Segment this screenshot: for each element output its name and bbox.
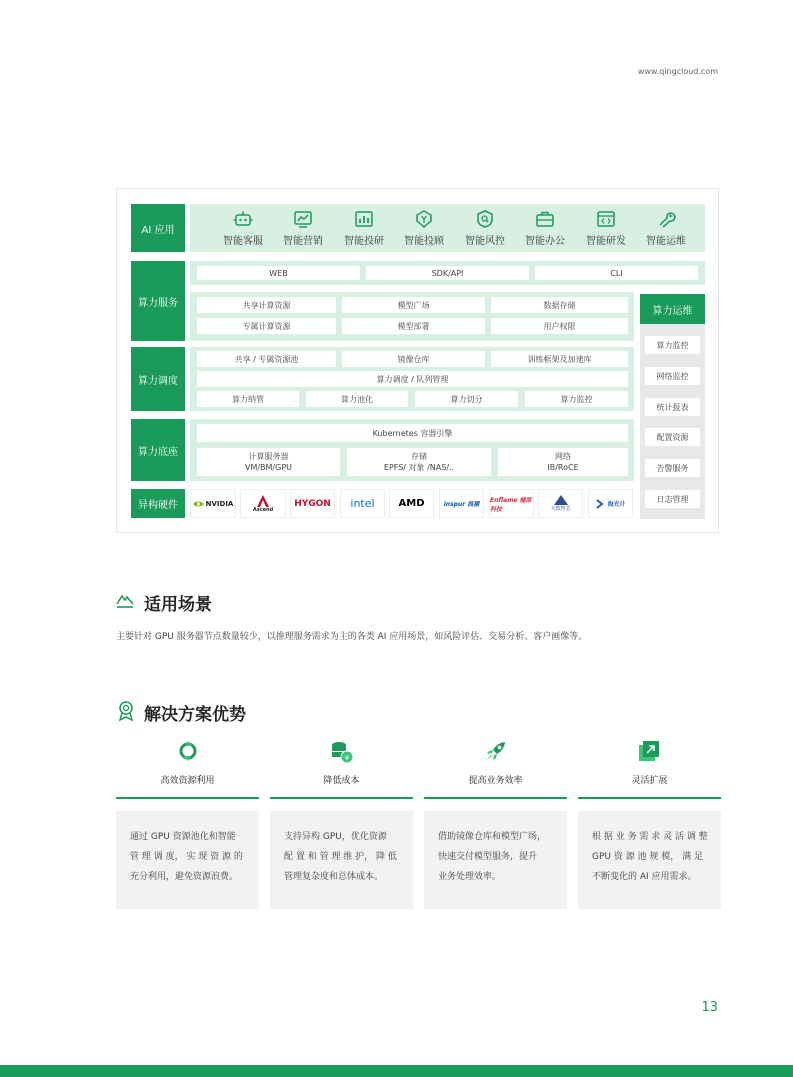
page-number: 13: [701, 1000, 718, 1015]
code-window-icon: [596, 210, 616, 228]
ops-item: 算力监控: [645, 336, 700, 354]
logo-iluvatar: [538, 489, 583, 518]
ai-app-customer-service: [213, 210, 273, 247]
base-network: [498, 448, 628, 476]
base-item-line1: 计算服务器: [248, 452, 289, 461]
label-compute-base: 算力底座: [131, 419, 185, 481]
card-title-resource-utilization: 高效资源利用: [160, 776, 215, 786]
rocket-icon: [485, 740, 507, 762]
interface-sdk-api: SDK/API: [366, 266, 529, 280]
logo-nvidia: [190, 489, 236, 518]
logo-text: 天数智芯: [550, 506, 571, 512]
svg-text:¥: ¥: [344, 754, 350, 762]
card-line: 管理复杂度和总体成本。: [284, 872, 384, 882]
ops-item: 告警服务: [645, 459, 700, 477]
footer-bar: [0, 1065, 793, 1077]
ops-item: 配置资源: [645, 428, 700, 446]
website-url[interactable]: www.qingcloud.com: [637, 67, 718, 76]
interface-cli: CLI: [535, 266, 698, 280]
schedule-module: 训练框架及加速库: [491, 351, 628, 367]
base-item-line2: IB/RoCE: [547, 463, 579, 472]
ascend-mark-icon: [256, 495, 270, 507]
trend-chart-icon: [293, 210, 313, 228]
base-storage: [347, 448, 491, 476]
ops-item: 网络监控: [645, 367, 700, 385]
label-ai-apps: AI 应用: [131, 204, 185, 252]
logo-amd: AMD: [389, 489, 434, 518]
service-module: 共享计算资源: [197, 297, 336, 313]
kubernetes-engine: Kubernetes 容器引擎: [197, 424, 628, 442]
cycle-icon: [177, 740, 199, 762]
expand-icon: [638, 740, 660, 762]
label-hardware: 异构硬件: [131, 489, 185, 518]
ai-app-label: 智能投顾: [404, 236, 444, 247]
schedule-module: 算力池化: [306, 391, 408, 407]
interface-web: WEB: [197, 266, 360, 280]
ai-app-label: 智能客服: [223, 236, 263, 247]
card-body: [116, 811, 259, 909]
wrench-icon: [656, 210, 676, 228]
card-line: 配 置 和 管 理 维 护， 降 低: [284, 852, 397, 862]
logo-text: 海光计: [607, 501, 626, 508]
iluvatar-mark-icon: [554, 495, 568, 505]
ai-app-investment-advisor: [394, 210, 454, 247]
coin-stack-icon: [330, 740, 354, 764]
card-line: 充分利用，避免资源浪费。: [130, 872, 239, 882]
card-line: 借助镜像仓库和模型广场，: [438, 832, 547, 842]
logo-enflame: Enflame 燧原科技: [489, 489, 534, 518]
schedule-module: 镜像仓库: [342, 351, 485, 367]
card-line: 快速交付模型服务，提升: [438, 852, 538, 862]
ai-app-label: 智能风控: [465, 236, 505, 247]
card-line: 支持异构 GPU，优化资源: [284, 832, 387, 842]
card-title-reduce-cost: 降低成本: [323, 776, 360, 786]
award-icon: [117, 701, 135, 721]
ai-app-rnd: [576, 210, 636, 247]
search-shield-icon: [475, 210, 495, 228]
base-item-line2: VM/BM/GPU: [244, 463, 293, 472]
card-divider: [116, 797, 259, 799]
mountain-icon: [116, 592, 134, 608]
logo-intel: intel: [340, 489, 385, 518]
ai-app-label: 智能运维: [646, 236, 686, 247]
scenario-title: 适用场景: [144, 595, 212, 615]
card-title-flexible-scaling: 灵活扩展: [631, 776, 668, 786]
base-item-line2: EPFS/ 对象 /NAS/..: [383, 463, 455, 472]
ai-app-risk-control: [455, 210, 515, 247]
chevron-mark-icon: [595, 499, 605, 509]
card-body: [578, 811, 721, 909]
logo-hygon-dcu: [588, 489, 633, 518]
ai-app-label: 智能研发: [586, 236, 626, 247]
ai-app-marketing: [273, 210, 333, 247]
ops-item: 日志管理: [645, 490, 700, 508]
ai-app-label: 智能办公: [525, 236, 565, 247]
card-line: 业务处理效率。: [438, 872, 502, 882]
ai-app-label: 智能投研: [344, 236, 384, 247]
yen-shield-icon: [414, 210, 434, 228]
logo-inspur: inspur 浪潮: [439, 489, 484, 518]
card-divider: [578, 797, 721, 799]
ai-app-investment-research: [334, 210, 394, 247]
logo-text: Ascend: [252, 506, 274, 513]
service-module: 模型部署: [342, 318, 485, 334]
base-item-line1: 网络: [555, 452, 571, 461]
schedule-module: 算力切分: [415, 391, 518, 407]
card-body: [270, 811, 413, 909]
label-compute-schedule: 算力调度: [131, 347, 185, 411]
card-body: [424, 811, 567, 909]
logo-ascend: [240, 489, 286, 518]
ops-title: 算力运维: [640, 294, 705, 324]
service-module: 专属计算资源: [197, 318, 336, 334]
service-module: 数据存储: [491, 297, 628, 313]
base-item-line1: 存储: [411, 452, 427, 461]
logo-hygon: HYGON: [290, 489, 335, 518]
ai-app-office: [515, 210, 575, 247]
service-module: 模型广场: [342, 297, 485, 313]
bar-chart-icon: [354, 210, 374, 228]
card-line: GPU 资 源 池 规 模， 满 足: [592, 852, 704, 862]
schedule-module: 算力纳管: [197, 391, 299, 407]
card-divider: [270, 797, 413, 799]
card-line: 不断变化的 AI 应用需求。: [592, 872, 697, 882]
ops-item: 统计报表: [645, 398, 700, 416]
ai-app-label: 智能营销: [283, 236, 323, 247]
briefcase-icon: [535, 210, 555, 228]
schedule-module: 算力监控: [525, 391, 628, 407]
nvidia-eye-icon: [193, 500, 204, 508]
card-line: 通过 GPU 资源池化和智能: [130, 832, 236, 842]
schedule-module: 共享 / 专属资源池: [197, 351, 336, 367]
service-module: 用户权限: [491, 318, 628, 334]
logo-text: NVIDIA: [205, 499, 234, 508]
card-title-business-efficiency: 提高业务效率: [468, 776, 523, 786]
card-divider: [424, 797, 567, 799]
scenario-description: 主要针对 GPU 服务器节点数量较少，以推理服务需求为主的各类 AI 应用场景，如风险评估、交易分析、客户画像等。: [116, 632, 588, 642]
card-line: 根 据 业 务 需 求 灵 活 调 整: [592, 832, 708, 842]
advantages-title: 解决方案优势: [144, 705, 246, 725]
label-compute-service: 算力服务: [131, 261, 185, 341]
card-line: 管 理 调 度， 实 现 资 源 的: [130, 852, 243, 862]
base-compute-server: [197, 448, 340, 476]
schedule-queue-module: 算力调度 / 队列管理: [197, 371, 628, 387]
robot-icon: [233, 210, 253, 228]
ai-app-operations: [636, 210, 696, 247]
